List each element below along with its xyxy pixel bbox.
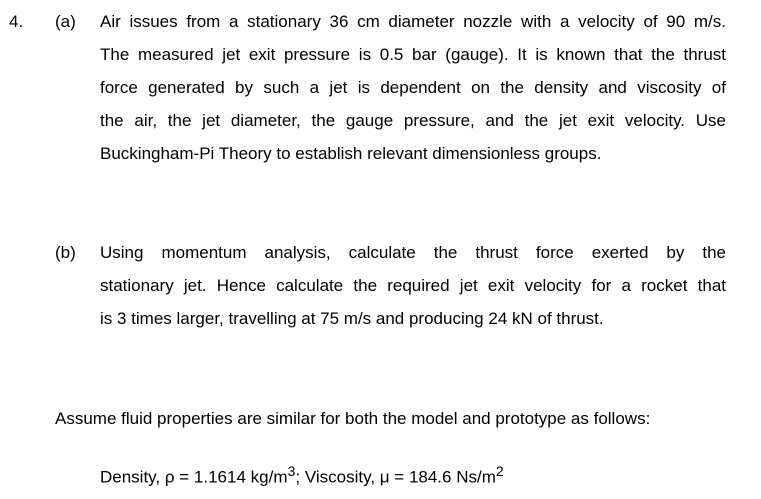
part-a-text xyxy=(100,5,726,170)
part-a-line: force generated by such a jet is dependent on the density and viscosity of xyxy=(100,78,726,97)
part-b-line: is 3 times larger, travelling at 75 m/s and producing 24 kN of thrust. xyxy=(100,309,604,328)
part-b-line: stationary jet. Hence calculate the required jet exit velocity for a rocket that xyxy=(100,276,726,295)
density-exponent: 3 xyxy=(287,464,296,480)
question-number: 4. xyxy=(9,12,24,31)
assumption-text: Assume fluid properties are similar for both the model and prototype as follows: xyxy=(55,409,651,428)
density-label: Density, ρ = xyxy=(100,467,194,487)
viscosity-exponent: 2 xyxy=(495,464,504,480)
part-a-line: Buckingham-Pi Theory to establish relevant dimensionless groups. xyxy=(100,144,602,163)
viscosity-value: 184.6 Ns/m xyxy=(408,467,496,487)
part-a-label: (a) xyxy=(55,12,76,31)
part-a-line: the air, the jet diameter, the gauge pressure, and the jet exit velocity. Use xyxy=(100,111,726,130)
part-b-text xyxy=(100,236,726,335)
viscosity-label: Viscosity, μ = xyxy=(304,467,409,487)
fluid-properties xyxy=(100,456,504,494)
part-b-line: Using momentum analysis, calculate the thrust force exerted by the xyxy=(100,243,726,262)
property-separator: ; xyxy=(295,467,305,487)
part-a-line: Air issues from a stationary 36 cm diameter nozzle with a velocity of 90 m/s. xyxy=(100,12,726,31)
density-value: 1.1614 kg/m xyxy=(193,467,288,487)
part-a-line: The measured jet exit pressure is 0.5 bar (gauge). It is known that the thrust xyxy=(100,45,726,64)
part-b-label: (b) xyxy=(55,243,76,262)
